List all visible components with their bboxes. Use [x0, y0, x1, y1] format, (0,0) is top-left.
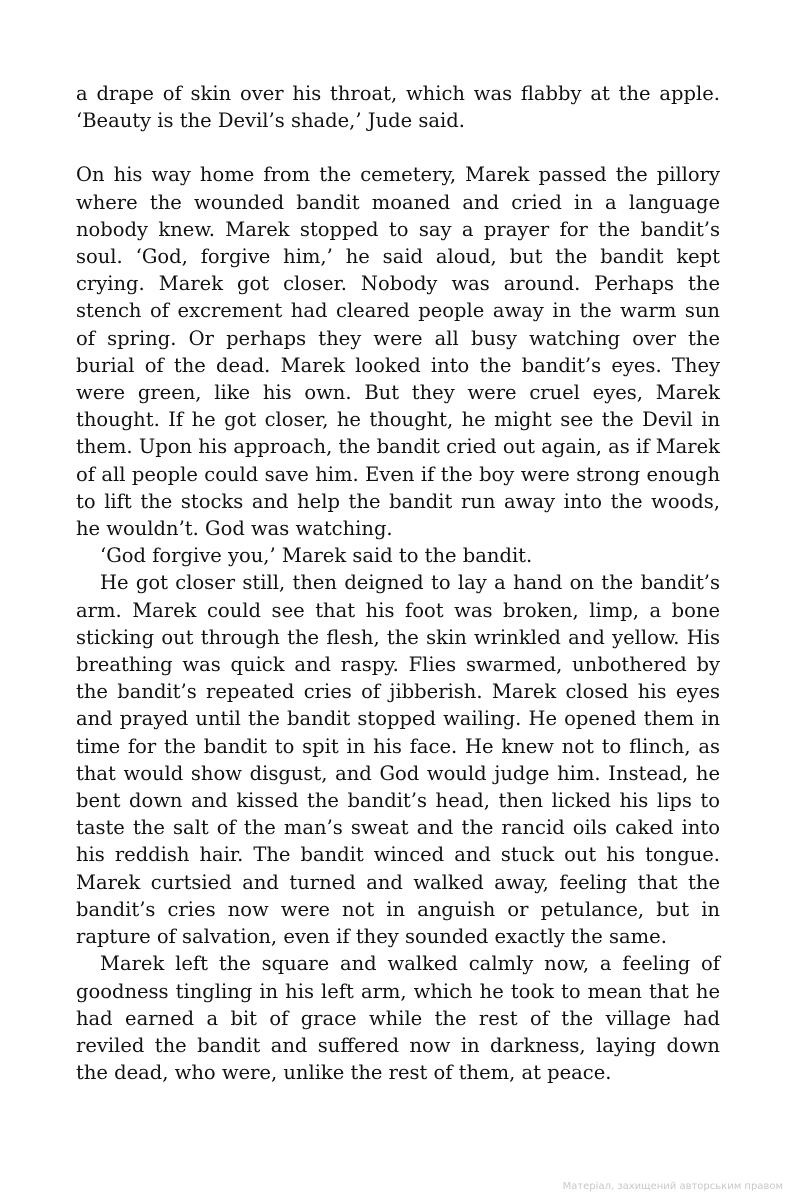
- copyright-watermark: Матеріал, захищений авторським правом: [562, 1181, 783, 1192]
- paragraph-3: ‘God forgive you,’ Marek said to the bandit.: [100, 544, 533, 568]
- section-break: [76, 134, 720, 161]
- paragraph-5: Marek left the square and walked calmly now, a feeling of goodness tingling in his left arm, which he took to mean that he had earned a bit of grace while the rest of the village had reviled the bandit and suffered now in darkness, laying down the dead, who were, unlike the rest of them, at peace.: [76, 952, 720, 1085]
- paragraph-1: a drape of skin over his throat, which was flabby at the apple. ‘Beauty is the Devil’s shade,’ Jude said.: [76, 82, 720, 133]
- page-body: [76, 80, 720, 1086]
- paragraph-2: On his way home from the cemetery, Marek passed the pillory where the wounded bandit moaned and cried in a language nobody knew. Marek stopped to say a prayer for the bandit’s soul. ‘God, forgive him,’ he said aloud, but the bandit kept crying. Marek got closer. Nobody was around. Perhaps the stench of excrement had cleared people away in the warm sun of spring. Or perhaps they were all busy watching over the burial of the dead. Marek looked into the bandit’s eyes. They were green, like his own. But they were cruel eyes, Marek thought. If he got closer, he thought, he might see the Devil in them. Upon his approach, the bandit cried out again, as if Marek of all people could save him. Even if the boy were strong enough to lift the stocks and help the bandit run away into the woods, he wouldn’t. God was watching.: [76, 163, 720, 541]
- paragraph-4: He got closer still, then deigned to lay a hand on the bandit’s arm. Marek could see that his foot was broken, limp, a bone sticking out through the flesh, the skin wrinkled and yellow. His breathing was quick and raspy. Flies swarmed, unbothered by the bandit’s repeated cries of jibberish. Marek closed his eyes and prayed until the bandit stopped wailing. He opened them in time for the bandit to spit in his face. He knew not to flinch, as that would show disgust, and God would judge him. Instead, he bent down and kissed the bandit’s head, then licked his lips to taste the salt of the man’s sweat and the rancid oils caked into his reddish hair. The bandit winced and stuck out his tongue. Marek curtsied and turned and walked away, feeling that the bandit’s cries now were not in anguish or petulance, but in rapture of salvation, even if they sounded exactly the same.: [76, 571, 720, 949]
